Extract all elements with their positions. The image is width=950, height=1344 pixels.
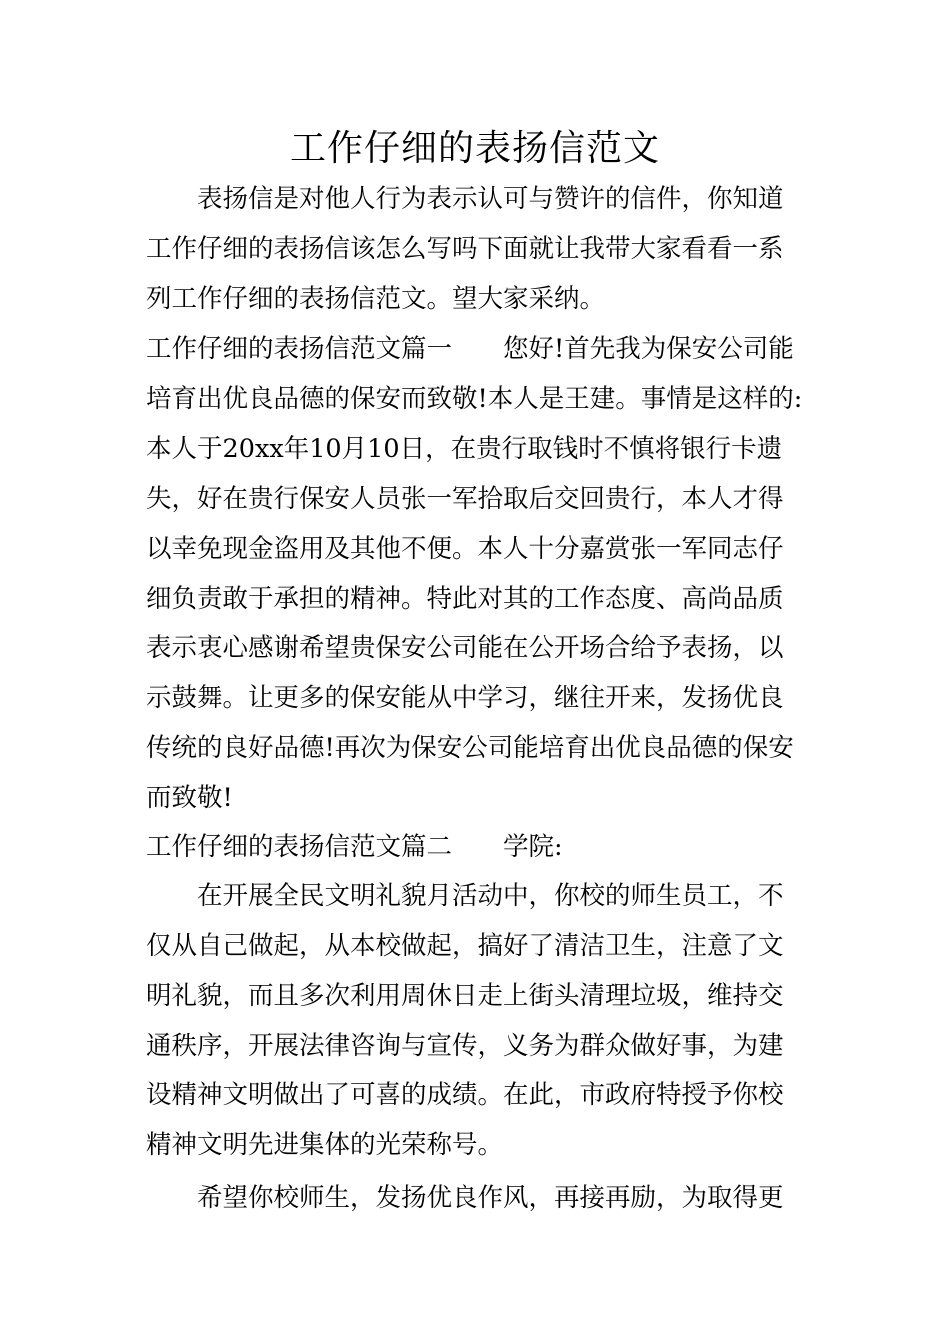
paragraph-line: 明礼貌，而且多次利用周休日走上街头清理垃圾，维持交 bbox=[146, 981, 784, 1011]
section-heading-line: 工作仔细的表扬信范文篇一 您好!首先我为保安公司能 bbox=[146, 334, 794, 364]
document-title: 工作仔细的表扬信范文 bbox=[289, 128, 660, 169]
paragraph-line: 培育出优良品德的保安而致敬!本人是王建。事情是这样的: bbox=[146, 384, 803, 414]
paragraph-line: 失，好在贵行保安人员张一军拾取后交回贵行，本人才得 bbox=[146, 484, 784, 514]
paragraph-line: 本人于20xx年10月10日，在贵行取钱时不慎将银行卡遗 bbox=[146, 434, 783, 464]
paragraph-line: 而致敬! bbox=[146, 783, 233, 813]
paragraph-line: 设精神文明做出了可喜的成绩。在此，市政府特授予你校 bbox=[146, 1080, 784, 1110]
paragraph-line: 仅从自己做起，从本校做起，搞好了清洁卫生，注意了文 bbox=[146, 931, 784, 961]
paragraph-line: 传统的良好品德!再次为保安公司能培育出优良品德的保安 bbox=[146, 733, 794, 763]
paragraph-line: 精神文明先进集体的光荣称号。 bbox=[146, 1130, 504, 1160]
paragraph-line: 在开展全民文明礼貌月活动中，你校的师生员工，不 bbox=[197, 881, 784, 911]
paragraph-line: 细负责敢于承担的精神。特此对其的工作态度、高尚品质 bbox=[146, 584, 784, 614]
paragraph-line: 列工作仔细的表扬信范文。望大家采纳。 bbox=[146, 284, 606, 314]
paragraph-line: 以幸免现金盗用及其他不便。本人十分嘉赏张一军同志仔 bbox=[146, 534, 784, 564]
paragraph-line: 通秩序，开展法律咨询与宣传，义务为群众做好事，为建 bbox=[146, 1031, 784, 1061]
paragraph-line: 工作仔细的表扬信该怎么写吗下面就让我带大家看看一系 bbox=[146, 234, 784, 264]
section-heading-line: 工作仔细的表扬信范文篇二 学院: bbox=[146, 832, 563, 862]
paragraph-line: 表扬信是对他人行为表示认可与赞许的信件，你知道 bbox=[197, 184, 784, 214]
paragraph-line: 表示衷心感谢希望贵保安公司能在公开场合给予表扬，以 bbox=[146, 633, 784, 663]
paragraph-line: 示鼓舞。让更多的保安能从中学习，继往开来，发扬优良 bbox=[146, 683, 784, 713]
paragraph-line: 希望你校师生，发扬优良作风，再接再励，为取得更 bbox=[197, 1183, 784, 1213]
